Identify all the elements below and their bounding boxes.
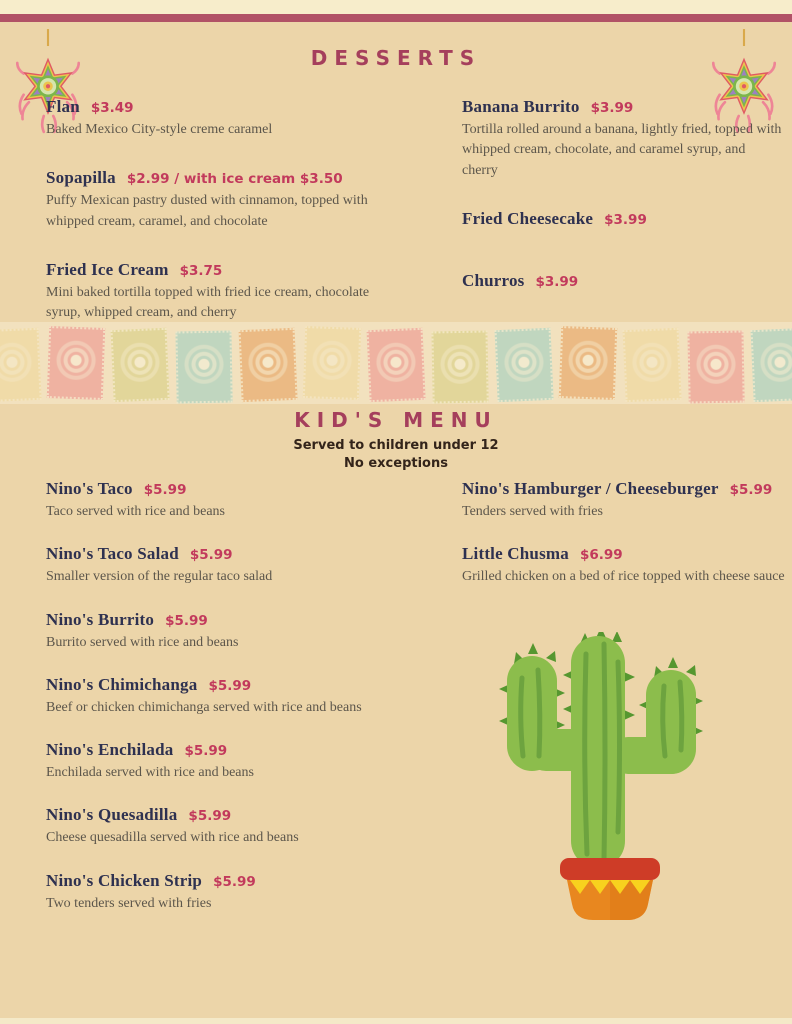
- kids-menu-note-exceptions: No exceptions: [344, 456, 448, 471]
- item-name: Fried Cheesecake: [462, 208, 594, 228]
- kids-right-column: [462, 478, 787, 609]
- menu-item-flan: [46, 96, 406, 140]
- item-price: $3.49: [90, 100, 134, 116]
- desserts-right-column: [462, 96, 782, 319]
- item-price: $3.75: [179, 262, 223, 279]
- papel-picado-banner: [0, 322, 792, 404]
- menu-item-churros: [462, 270, 782, 292]
- kids-menu-section-title: KID'S MENU: [294, 408, 498, 432]
- papel-picado-flag: [303, 326, 361, 400]
- item-description: Burrito served with rice and beans: [46, 634, 239, 650]
- bottom-cream-strip: [0, 1018, 792, 1024]
- menu-item-fried-ice-cream: [46, 259, 406, 324]
- item-description: Grilled chicken on a bed of rice topped with cheese sauce: [462, 569, 785, 585]
- desserts-section-title: DESSERTS: [310, 46, 482, 70]
- menu-item-ninos-chicken-strip: [46, 870, 416, 914]
- item-description: Puffy Mexican pastry dusted with cinnamon, topped with whipped cream, caramel, and chocolate: [46, 193, 368, 229]
- item-name: Sopapilla: [46, 168, 116, 188]
- menu-item-ninos-burrito: [46, 609, 416, 653]
- papel-picado-flag: [47, 326, 105, 400]
- item-price: $5.99: [165, 612, 208, 629]
- item-price: $5.99: [189, 547, 233, 564]
- papel-picado-flag: [495, 328, 554, 402]
- papel-picado-flag: [623, 328, 682, 402]
- item-name: Nino's Enchilada: [46, 740, 174, 760]
- papel-picado-flag: [687, 331, 744, 404]
- top-maroon-bar: [0, 14, 792, 22]
- item-name: Little Chusma: [462, 544, 569, 564]
- item-name: Nino's Chicken Strip: [46, 870, 203, 890]
- item-price: $5.99: [729, 482, 773, 498]
- item-description: Tortilla rolled around a banana, lightly fried, topped with whipped cream, chocolate, and caramel syrup, and cherry: [462, 122, 782, 178]
- menu-item-ninos-enchilada: [46, 739, 416, 783]
- papel-picado-flag: [111, 328, 170, 402]
- item-description: Taco served with rice and beans: [46, 504, 225, 519]
- menu-item-ninos-hamburger: [462, 478, 787, 522]
- papel-picado-flag: [751, 328, 792, 402]
- menu-item-ninos-taco: [46, 478, 416, 522]
- item-name: Nino's Taco: [46, 479, 133, 498]
- papel-picado-flag: [367, 328, 426, 402]
- papel-picado-flag: [559, 326, 617, 400]
- item-name: Nino's Hamburger / Cheeseburger: [462, 479, 719, 498]
- item-price: $5.99: [184, 743, 228, 760]
- item-price: $5.99: [143, 482, 187, 498]
- menu-item-fried-cheesecake: [462, 208, 782, 230]
- item-description: Mini baked tortilla topped with fried ice cream, chocolate syrup, whipped cream, and cherry: [46, 284, 370, 321]
- item-price: $5.99: [208, 677, 252, 694]
- menu-item-ninos-quesadilla: [46, 804, 416, 848]
- item-name: Nino's Chimichanga: [46, 674, 198, 694]
- top-cream-strip: [0, 0, 792, 14]
- kids-left-column: [46, 478, 416, 935]
- papel-picado-flag: [175, 331, 232, 404]
- item-description: Tenders served with fries: [462, 504, 603, 519]
- item-description: Cheese quesadilla served with rice and beans: [46, 830, 299, 846]
- menu-item-ninos-taco-salad: [46, 543, 416, 587]
- menu-item-little-chusma: [462, 543, 787, 587]
- item-name: Banana Burrito: [462, 97, 580, 116]
- papel-picado-flag: [431, 331, 488, 404]
- item-name: Flan: [46, 97, 80, 116]
- papel-picado-flag: [239, 328, 298, 402]
- papel-picado-flag: [0, 328, 42, 402]
- item-description: Baked Mexico City-style creme caramel: [46, 122, 273, 137]
- item-name: Fried Ice Cream: [46, 259, 169, 279]
- item-price: $6.99: [579, 547, 623, 564]
- item-price: $3.99: [604, 211, 647, 228]
- kids-menu-note-age: Served to children under 12: [293, 438, 499, 453]
- item-name: Nino's Taco Salad: [46, 544, 179, 564]
- item-price: $3.99: [590, 100, 634, 116]
- item-description: Beef or chicken chimichanga served with rice and beans: [46, 699, 362, 715]
- item-price: $5.99: [188, 808, 232, 825]
- item-price: $2.99 / with ice cream $3.50: [126, 171, 343, 188]
- item-description: Enchilada served with rice and beans: [46, 765, 254, 781]
- item-name: Churros: [462, 270, 525, 290]
- menu-item-sopapilla: [46, 167, 406, 232]
- item-price: $5.99: [213, 873, 256, 890]
- menu-item-ninos-chimichanga: [46, 674, 416, 718]
- item-description: Two tenders served with fries: [46, 895, 212, 911]
- item-price: $3.99: [535, 273, 579, 290]
- item-description: Smaller version of the regular taco salad: [46, 569, 273, 585]
- menu-item-banana-burrito: [462, 96, 782, 181]
- item-name: Nino's Quesadilla: [46, 805, 178, 825]
- desserts-left-column: [46, 96, 406, 350]
- cactus-icon: [470, 632, 750, 922]
- item-name: Nino's Burrito: [46, 609, 155, 629]
